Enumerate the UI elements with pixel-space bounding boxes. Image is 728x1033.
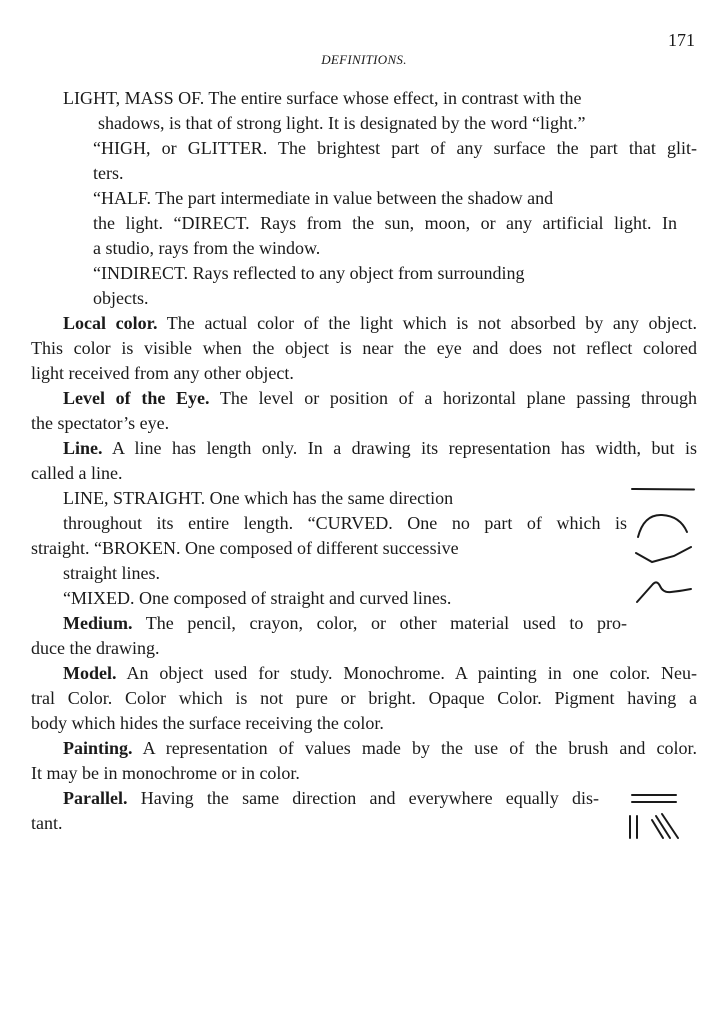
definition-term: Model. <box>63 663 117 683</box>
definition-paragraph-start: Local color. The actual color of the light which is not absorbed by any object. <box>63 313 698 333</box>
text-line: shadows, is that of strong light. It is designated by the word “light.” <box>98 113 586 133</box>
text-line: a studio, rays from the window. <box>93 238 321 258</box>
text-line: the light. “DIRECT. Rays from the sun, moon, or any artificial light. In <box>93 213 677 233</box>
text-line: It may be in monochrome or in color. <box>31 763 300 783</box>
text-line: duce the drawing. <box>31 638 160 658</box>
text-line: LINE, STRAIGHT. One which has the same direction <box>63 488 454 508</box>
text-line: light received from any other object. <box>31 363 294 383</box>
definition-term: Medium. <box>63 613 133 633</box>
text-line: called a line. <box>31 463 123 483</box>
broken-line-figure <box>633 543 695 569</box>
text-line: This color is visible when the object is near the eye and does not reflect colored <box>31 338 697 358</box>
straight-line-figure <box>630 483 696 495</box>
running-title: DEFINITIONS. <box>321 52 407 67</box>
text-line: tral Color. Color which is not pure or bright. Opaque Color. Pigment having a <box>31 688 697 708</box>
text-line: “HIGH, or GLITTER. The brightest part of any surface the part that glit- <box>93 138 697 158</box>
definition-term: Local color. <box>63 313 158 333</box>
definition-term: Line. <box>63 438 103 458</box>
text-line: “HALF. The part intermediate in value between the shadow and <box>93 188 554 208</box>
definition-paragraph-start: Line. A line has length only. In a drawing its representation has width, but is <box>63 438 697 458</box>
text-line: LIGHT, MASS OF. The entire surface whose effect, in contrast with the <box>63 88 582 108</box>
mixed-line-figure <box>633 578 695 606</box>
definition-paragraph-start: Parallel. Having the same direction and everywhere equally dis- <box>63 788 599 808</box>
parallel-lines-figure <box>628 790 684 844</box>
definition-paragraph-start: Model. An object used for study. Monochrome. A painting in one color. Neu- <box>63 663 697 683</box>
text-line: ters. <box>93 163 124 183</box>
text-line: straight lines. <box>63 563 160 583</box>
definition-term: Level of the Eye. <box>63 388 210 408</box>
definition-term: Parallel. <box>63 788 128 808</box>
text-line: “MIXED. One composed of straight and curved lines. <box>63 588 452 608</box>
definition-term: Painting. <box>63 738 133 758</box>
curved-line-figure <box>634 510 692 540</box>
text-line: tant. <box>31 813 63 833</box>
definition-paragraph-start: Level of the Eye. The level or position of a horizontal plane passing through <box>63 388 698 408</box>
text-line: straight. “BROKEN. One composed of different successive <box>31 538 459 558</box>
page-number: 171 <box>668 30 695 50</box>
definition-paragraph-start: Medium. The pencil, crayon, color, or other material used to pro- <box>63 613 627 633</box>
text-line: the spectator’s eye. <box>31 413 170 433</box>
text-line: objects. <box>93 288 149 308</box>
definition-paragraph-start: Painting. A representation of values made by the use of the brush and color. <box>63 738 697 758</box>
text-line: body which hides the surface receiving the color. <box>31 713 384 733</box>
text-line: “INDIRECT. Rays reflected to any object from surrounding <box>93 263 525 283</box>
text-line: throughout its entire length. “CURVED. One no part of which is <box>63 513 627 533</box>
